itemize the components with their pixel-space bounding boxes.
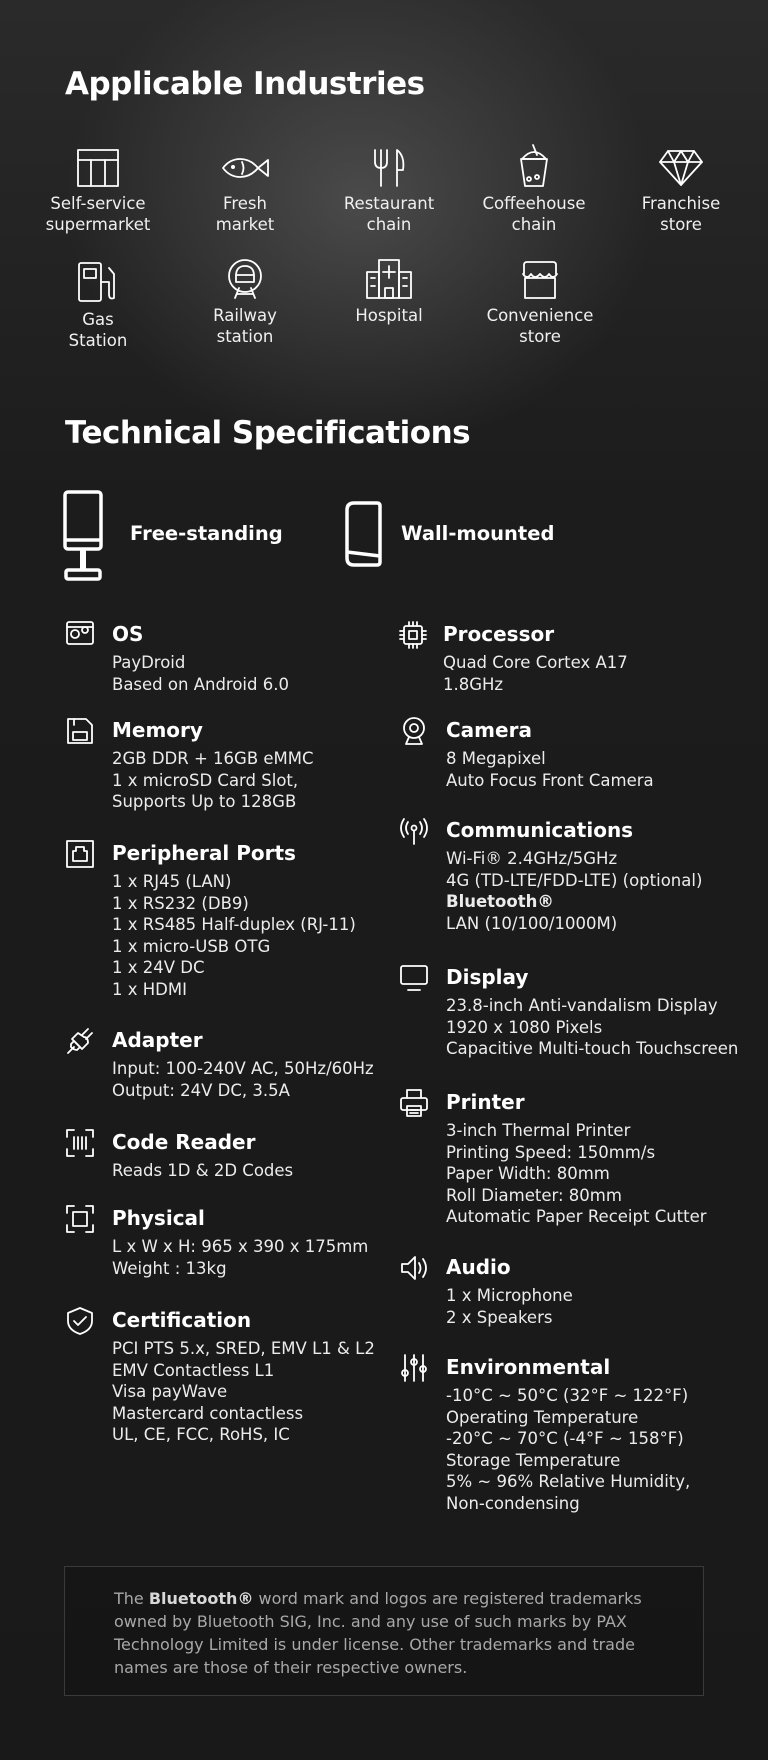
spec-line: 1 x RS232 (DB9) [112,893,249,913]
industries-title: Applicable Industries [65,66,425,102]
train-icon [225,258,265,300]
spec-line: 1 x microSD Card Slot, [112,770,299,790]
spec-environmental [399,1353,729,1514]
spec-line: LAN (10/100/1000M) [446,913,618,933]
spec-line: -10°C ~ 50°C (32°F ~ 122°F) [446,1386,689,1405]
spec-line: Operating Temperature [446,1407,639,1427]
industry-label: Railway [213,306,277,325]
spec-line: 3-inch Thermal Printer [446,1121,631,1140]
spec-title: Processor [443,622,555,646]
spec-title: OS [112,622,144,646]
spec-memory [65,716,395,813]
spec-title: Peripheral Ports [112,841,296,865]
spec-title: Certification [112,1308,252,1332]
spec-line: 1 x HDMI [112,979,187,999]
industry-label: chain [366,215,412,234]
spec-line: L x W x H: 965 x 390 x 175mm [112,1237,369,1256]
spec-line: Input: 100-240V AC, 50Hz/60Hz [112,1059,374,1078]
industry-label: Convenience [486,306,594,325]
spec-certification [65,1306,395,1446]
wall-mounted-kiosk-icon [342,500,384,568]
industry-label: Franchise [641,194,721,213]
industry-label: Self-service [50,194,146,213]
hospital-icon [364,258,414,300]
spec-title: Adapter [112,1028,203,1052]
spec-line: Mastercard contactless [112,1403,304,1423]
spec-title: Memory [112,718,203,742]
industry-label: Coffeehouse [482,194,586,213]
speaker-icon [399,1253,429,1283]
industry-item-supermarket [23,148,173,235]
industry-item-coffeehouse [459,143,609,235]
spec-line: Wi-Fi® 2.4GHz/5GHz [446,849,618,868]
spec-line: EMV Contactless L1 [112,1360,275,1380]
spec-line: 1 x micro-USB OTG [112,936,271,956]
trademark-notice [64,1566,704,1696]
spec-adapter [65,1026,395,1101]
spec-line: 1920 x 1080 Pixels [446,1017,603,1037]
sliders-icon [399,1353,429,1383]
spec-line: Supports Up to 128GB [112,792,297,811]
spec-processor [398,620,728,695]
industry-label: chain [511,215,557,234]
industry-label: market [215,215,275,234]
industry-item-railway [170,258,320,347]
spec-line: Printing Speed: 150mm/s [446,1142,656,1162]
spec-line: Weight : 13kg [112,1258,227,1278]
spec-code-reader [65,1128,395,1182]
os-icon [65,620,95,650]
industry-label: store [519,327,561,346]
trademark-text [114,1587,684,1679]
spec-title: Communications [446,818,634,842]
spec-line: Automatic Paper Receipt Cutter [446,1207,707,1226]
monitor-icon [399,963,429,993]
specs-title: Technical Specifications [65,415,471,451]
spec-line: 2GB DDR + 16GB eMMC [112,749,314,768]
spec-line: PayDroid [112,653,186,672]
free-standing-kiosk-icon [62,490,106,582]
port-icon [65,839,95,869]
spec-peripheral-ports [65,839,395,1000]
spec-line: Output: 24V DC, 3.5A [112,1080,290,1100]
industry-label: supermarket [45,215,151,234]
printer-icon [399,1088,429,1118]
supermarket-icon [76,148,120,188]
spec-line: 1 x RJ45 (LAN) [112,872,232,891]
spec-line: 8 Megapixel [446,749,546,768]
industry-label: Hospital [355,306,423,325]
spec-line: -20°C ~ 70°C (-4°F ~ 158°F) [446,1429,684,1448]
spec-line: 1 x 24V DC [112,958,205,977]
spec-line: Paper Width: 80mm [446,1164,610,1183]
industry-label: Station [68,331,128,350]
spec-title: Printer [446,1090,525,1114]
spec-line: 1 x RS485 Half-duplex (RJ-11) [112,915,356,934]
cpu-icon [398,620,428,650]
spec-title: Environmental [446,1355,611,1379]
memory-icon [65,716,95,746]
shop-icon [521,260,559,300]
industry-label: Restaurant [343,194,435,213]
spec-line: Storage Temperature [446,1450,621,1470]
spec-line: 2 x Speakers [446,1307,553,1327]
spec-line: Bluetooth® [446,892,554,911]
spec-line: 1.8GHz [443,674,504,694]
camera-icon [399,716,429,746]
spec-line: Non-condensing [446,1493,580,1513]
industry-item-gas-station [23,260,173,351]
industry-label: Fresh [223,194,267,213]
industry-item-restaurant [314,148,464,235]
spec-line: 1 x Microphone [446,1286,573,1305]
wall-mounted-label: Wall-mounted [401,522,555,545]
spec-camera [399,716,729,791]
spec-line: Quad Core Cortex A17 [443,653,628,672]
spec-title: Camera [446,718,532,742]
gas-pump-icon [76,260,120,304]
diamond-icon [658,148,704,188]
bluetooth-brand: Bluetooth® [148,1589,254,1608]
spec-line: 23.8-inch Anti-vandalism Display [446,996,718,1015]
spec-line: Based on Android 6.0 [112,674,289,694]
spec-display [399,963,739,1060]
spec-physical [65,1204,395,1279]
spec-printer [399,1088,729,1228]
antenna-icon [399,816,429,846]
spec-line: Roll Diameter: 80mm [446,1185,622,1205]
spec-line: UL, CE, FCC, RoHS, IC [112,1425,290,1444]
industry-item-fresh-market [170,148,320,235]
spec-title: Physical [112,1206,205,1230]
spec-line: PCI PTS 5.x, SRED, EMV L1 & L2 [112,1339,375,1358]
spec-line: Reads 1D & 2D Codes [112,1161,294,1180]
trademark-text-post: word mark and logos are registered trademarks owned by Bluetooth SIG, Inc. and any use of such marks by PAX Technology Limited is under license. Other trademarks and trade names are those of their respective owners. [114,1589,642,1677]
industry-item-hospital [314,258,464,326]
drink-cup-icon [517,143,551,188]
industry-item-convenience [465,260,615,347]
spec-title: Code Reader [112,1130,256,1154]
industry-label: Gas [82,310,114,329]
plug-icon [65,1026,95,1056]
free-standing-label: Free-standing [130,522,283,545]
industry-label: store [660,215,702,234]
dimensions-icon [65,1204,95,1234]
spec-line: Auto Focus Front Camera [446,770,654,790]
spec-line: 5% ~ 96% Relative Humidity, [446,1472,691,1491]
spec-os [65,620,395,695]
industry-item-franchise [606,148,756,235]
spec-line: Capacitive Multi-touch Touchscreen [446,1039,739,1058]
spec-line: 4G (TD-LTE/FDD-LTE) (optional) [446,870,703,890]
fish-icon [220,148,270,188]
spec-title: Audio [446,1255,511,1279]
spec-line: Visa payWave [112,1382,228,1401]
industry-label: station [216,327,274,346]
spec-communications [399,816,729,934]
spec-title: Display [446,965,529,989]
shield-check-icon [65,1306,95,1336]
trademark-text-pre: The [114,1589,149,1608]
barcode-icon [65,1128,95,1158]
fork-knife-icon [371,148,407,188]
spec-audio [399,1253,729,1328]
